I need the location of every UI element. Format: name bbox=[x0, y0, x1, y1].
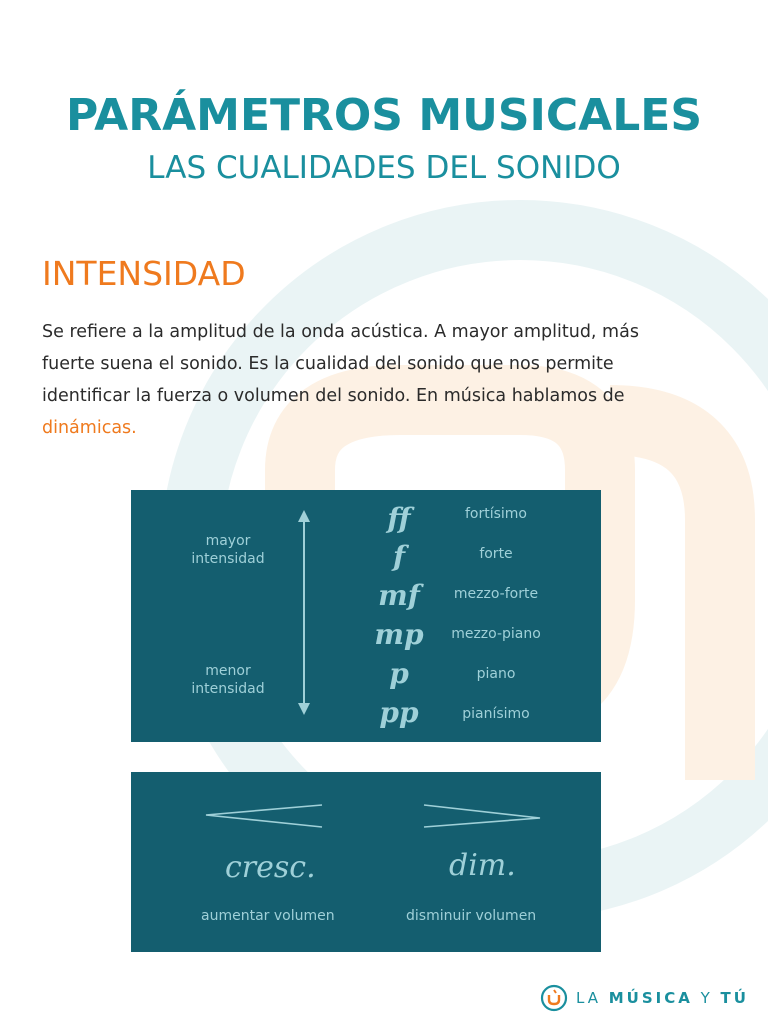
bottom-label-line: intensidad bbox=[191, 681, 265, 697]
intro-paragraph bbox=[42, 316, 732, 444]
cresc-caption: aumentar volumen bbox=[201, 908, 335, 924]
dynamic-name: mezzo-forte bbox=[453, 586, 539, 602]
bottom-label-line: menor bbox=[205, 663, 251, 679]
dynamic-symbol-f: f bbox=[392, 540, 406, 573]
brand-part: LA bbox=[576, 989, 609, 1007]
logo-icon bbox=[540, 984, 568, 1012]
top-label-line: mayor bbox=[205, 533, 251, 549]
top-label-line: intensidad bbox=[191, 551, 265, 567]
brand-part: Y bbox=[692, 989, 721, 1007]
dynamic-symbol-ff: ff bbox=[387, 502, 411, 535]
page-subtitle: LAS CUALIDADES DEL SONIDO bbox=[147, 150, 621, 186]
page-title: PARÁMETROS MUSICALES bbox=[65, 90, 703, 141]
brand-part-bold: MÚSICA bbox=[608, 989, 693, 1007]
dim-word: dim. bbox=[449, 848, 516, 883]
dynamic-name: mezzo-piano bbox=[451, 626, 541, 642]
section-heading: INTENSIDAD bbox=[42, 254, 246, 293]
brand-name bbox=[576, 989, 749, 1007]
top-intensity-label bbox=[168, 532, 288, 568]
dynamic-symbol-mf: mf bbox=[378, 579, 420, 612]
brand-part-bold: TÚ bbox=[720, 989, 749, 1007]
highlight-term: dinámicas. bbox=[42, 418, 137, 438]
paragraph-line: identificar la fuerza o volumen del sonido. En música hablamos de bbox=[42, 386, 625, 406]
brand-logo bbox=[540, 984, 749, 1012]
paragraph-line: fuerte suena el sonido. Es la cualidad del sonido que nos permite bbox=[42, 354, 614, 374]
dynamic-name: piano bbox=[476, 666, 516, 682]
dim-caption: disminuir volumen bbox=[406, 908, 537, 924]
cresc-word: cresc. bbox=[225, 850, 316, 885]
dynamic-name: fortísimo bbox=[464, 506, 527, 522]
bottom-intensity-label bbox=[168, 662, 288, 698]
dynamics-panel bbox=[131, 490, 601, 742]
double-arrow-icon bbox=[294, 510, 314, 715]
diminuendo-hairpin-icon bbox=[422, 802, 542, 832]
dynamic-name: forte bbox=[479, 546, 513, 562]
dynamic-name: pianísimo bbox=[462, 706, 530, 722]
paragraph-line: Se refiere a la amplitud de la onda acústica. A mayor amplitud, más bbox=[42, 322, 639, 342]
dynamic-symbol-mp: mp bbox=[374, 618, 424, 651]
crescendo-hairpin-icon bbox=[204, 802, 324, 832]
dynamic-symbol-pp: pp bbox=[379, 696, 419, 729]
dynamic-symbol-p: p bbox=[389, 657, 409, 690]
cresc-dim-panel bbox=[131, 772, 601, 952]
